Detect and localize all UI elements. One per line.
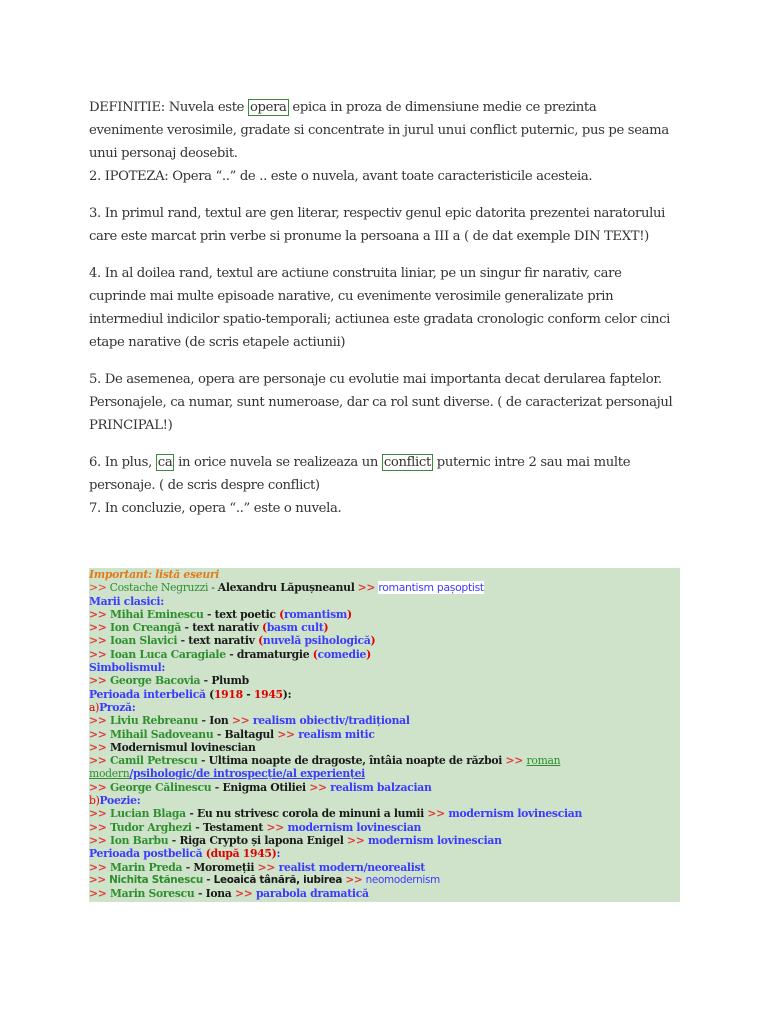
genre: neomodernism — [365, 873, 440, 886]
list-heading: Important: listă eseuri — [89, 568, 220, 581]
work: text narativ — [188, 634, 255, 648]
genre: modern — [89, 767, 130, 781]
arrow: >> — [89, 581, 107, 595]
author: Liviu Rebreanu — [109, 714, 199, 728]
section-postbelica — [89, 847, 680, 860]
arrow: >> — [89, 873, 106, 886]
list-item: >> Ion Creangă - text narativ (basm cult) — [89, 621, 329, 635]
separator: - — [225, 647, 237, 661]
author: Ioan Luca Caragiale — [109, 647, 226, 661]
period: (după 1945) — [205, 847, 277, 861]
arrow: >> — [89, 621, 107, 635]
arrow: >> — [427, 807, 445, 821]
genre: modernism lovinescian — [368, 833, 502, 847]
year: 1945 — [253, 687, 283, 701]
paragraph-7: 7. In concluzie, opera “..” este o nuvela. — [89, 501, 342, 516]
arrow: >> — [345, 873, 363, 886]
list-item: >> Mihai Eminescu - text poetic (romantism) — [89, 607, 352, 621]
text: epica in proza de dimensiune medie ce prezinta evenimente verosimile, gradate si concentrate in jurul unui conflict puternic, pus pe seama unui personaj deosebit. — [89, 100, 669, 161]
separator: - — [202, 873, 214, 886]
letter: a) — [89, 700, 100, 714]
work: Iona — [205, 887, 232, 901]
paren: ( — [209, 687, 214, 701]
arrow: >> — [89, 714, 107, 728]
author: Nichita Stănescu — [109, 873, 203, 886]
separator: - — [213, 727, 225, 741]
boxed-word-conflict: conflict — [383, 455, 431, 470]
work: Baltagul — [224, 727, 274, 741]
separator: - — [185, 807, 197, 821]
year: 1918 — [213, 687, 243, 701]
essay-text — [89, 96, 674, 520]
boxed-word-ca: ca — [157, 455, 173, 470]
list-item — [89, 714, 680, 727]
author: George Călinescu — [109, 780, 212, 794]
separator: - — [200, 674, 212, 688]
paren: ): — [282, 687, 292, 701]
separator: - — [198, 714, 210, 728]
author: Marin Sorescu — [109, 887, 195, 901]
genre: realism obiectiv/tradițional — [252, 714, 410, 728]
list-item — [89, 807, 680, 820]
list-item: >> Ioan Luca Caragiale - dramaturgie (comedie) — [89, 647, 371, 661]
list-item-continuation — [89, 767, 680, 780]
arrow: >> — [277, 727, 295, 741]
list-item — [89, 781, 680, 794]
list-item — [89, 754, 680, 767]
arrow: >> — [89, 820, 107, 834]
section-label: Perioada interbelică — [89, 687, 210, 701]
section-interbelica — [89, 688, 680, 701]
essay-list-box — [89, 568, 680, 902]
arrow: >> — [89, 647, 107, 661]
list-item: >> Ioan Slavici - text narativ (nuvelă psihologică) — [89, 634, 376, 648]
arrow: >> — [89, 887, 107, 901]
separator: - — [242, 687, 254, 701]
colon: : — [276, 847, 281, 861]
work: Alexandru Lăpușneanul — [217, 581, 355, 595]
author: George Bacovia — [109, 674, 201, 688]
arrow: >> — [234, 887, 253, 901]
work: text narativ — [192, 621, 259, 635]
work: Leoaică tânără, iubirea — [213, 873, 343, 886]
author: Marin Preda — [109, 860, 183, 874]
separator: - — [191, 820, 203, 834]
list-item — [89, 874, 680, 887]
arrow: >> — [89, 634, 107, 648]
arrow: >> — [89, 674, 107, 688]
text: puternic intre 2 sau mai multe personaje. ( de scris despre conflict) — [89, 455, 631, 493]
text: in orice nuvela se realizeaza un — [174, 455, 382, 470]
author: Tudor Arghezi — [109, 820, 192, 834]
arrow: >> — [89, 607, 107, 621]
list-item — [89, 821, 680, 834]
separator: - — [211, 780, 223, 794]
genre: modernism lovinescian — [448, 807, 583, 821]
author: Costache Negruzzi — [109, 581, 209, 595]
arrow: >> — [266, 820, 284, 834]
arrow: >> — [505, 754, 524, 768]
author: Mihai Eminescu — [109, 607, 204, 621]
genre: romantism pașoptist — [378, 581, 484, 595]
list-item — [89, 674, 680, 687]
separator: - — [182, 860, 194, 874]
list-item — [89, 741, 680, 754]
text: DEFINITIE: Nuvela este — [89, 100, 248, 115]
paragraph-3: 3. In primul rand, textul are gen literar, respectiv genul epic datorita prezentei naratorului care este marcat prin verbe si pronume la persoana a III a ( de dat exemple DIN TEXT!) — [89, 206, 665, 244]
author: Ion Creangă — [109, 621, 182, 635]
paragraph-definition — [89, 96, 674, 165]
author: Ioan Slavici — [109, 634, 178, 648]
section-simbolismul: Simbolismul: — [89, 661, 166, 675]
work: Enigma Otiliei — [222, 780, 306, 794]
arrow: >> — [89, 727, 107, 741]
work: text poetic — [214, 607, 276, 621]
genre: /psihologic/de introspecție/al experienței — [129, 767, 365, 781]
work: Ion — [209, 714, 229, 728]
separator: - — [197, 754, 209, 768]
subsection-poezie — [89, 794, 680, 807]
arrow: >> — [89, 833, 107, 847]
author: Camil Petrescu — [109, 754, 198, 768]
paragraph-5: 5. De asemenea, opera are personaje cu evolutie mai importanta decat derularea faptelor. Personajele, ca numar, sunt numeroase, dar ca rol sunt diverse. ( de caracterizat personajul PRINCIPAL!) — [89, 372, 673, 433]
boxed-word-opera: opera — [249, 100, 287, 115]
section-label: Perioada postbelică — [89, 847, 206, 861]
list-item — [89, 861, 680, 874]
arrow: >> — [257, 860, 276, 874]
arrow: >> — [89, 807, 107, 821]
work: Riga Crypto și lapona Enigel — [179, 833, 344, 847]
genre: parabola dramatică — [255, 887, 369, 901]
separator: - — [203, 607, 215, 621]
separator: - — [168, 833, 180, 847]
arrow: >> — [231, 714, 250, 728]
separator: - — [208, 581, 218, 595]
paragraph-4: 4. In al doilea rand, textul are actiune construita liniar, pe un singur fir narativ, care cuprinde mai multe episoade narative, cu evenimente verosimile generalizate prin intermediul indicilor spatio-temporali; actiunea este gradata cronologic conform celor cinci etape narative (de scris etapele actiunii) — [89, 266, 671, 350]
genre: realism balzacian — [330, 780, 432, 794]
work: Testament — [202, 820, 264, 834]
list-item — [89, 834, 680, 847]
genre: nuvelă psihologică — [262, 634, 371, 648]
text: 6. In plus, — [89, 455, 156, 470]
list-item — [89, 728, 680, 741]
separator: - — [177, 634, 189, 648]
subsection-label: Proză: — [99, 700, 136, 714]
arrow: >> — [89, 780, 107, 794]
arrow: >> — [309, 780, 327, 794]
arrow: >> — [347, 833, 365, 847]
arrow: >> — [89, 740, 107, 754]
arrow: >> — [357, 581, 376, 595]
list-item — [89, 887, 680, 900]
work: dramaturgie — [236, 647, 310, 661]
subsection-proza — [89, 701, 680, 714]
author: Lucian Blaga — [109, 807, 186, 821]
genre: basm cult — [266, 621, 324, 635]
work: Plumb — [211, 674, 249, 688]
work: Ultima noapte de dragoste, întâia noapte de război — [208, 754, 503, 768]
separator: - — [194, 887, 206, 901]
author: Mihail Sadoveanu — [109, 727, 214, 741]
author: Ion Barbu — [109, 833, 169, 847]
work: Eu nu strivesc corola de minuni a lumii — [196, 807, 424, 821]
separator: - — [181, 621, 193, 635]
arrow: >> — [89, 860, 107, 874]
section-marii-clasici: Marii clasici: — [89, 594, 164, 608]
list-item — [89, 581, 680, 594]
work: Moromeții — [193, 860, 255, 874]
genre: realism mitic — [298, 727, 375, 741]
work: Modernismul lovinescian — [109, 740, 256, 754]
paragraph-6 — [89, 451, 674, 497]
genre: roman — [526, 754, 561, 768]
paragraph-ipoteza: 2. IPOTEZA: Opera “..” de .. este o nuvela, avant toate caracteristicile acesteia. — [89, 169, 593, 184]
subsection-label: Poezie: — [99, 794, 141, 808]
genre: modernism lovinescian — [287, 820, 422, 834]
arrow: >> — [89, 754, 107, 768]
genre: romantism — [283, 607, 347, 621]
letter: b) — [89, 794, 100, 808]
genre: realist modern/neorealist — [278, 860, 425, 874]
genre: comedie — [317, 647, 367, 661]
